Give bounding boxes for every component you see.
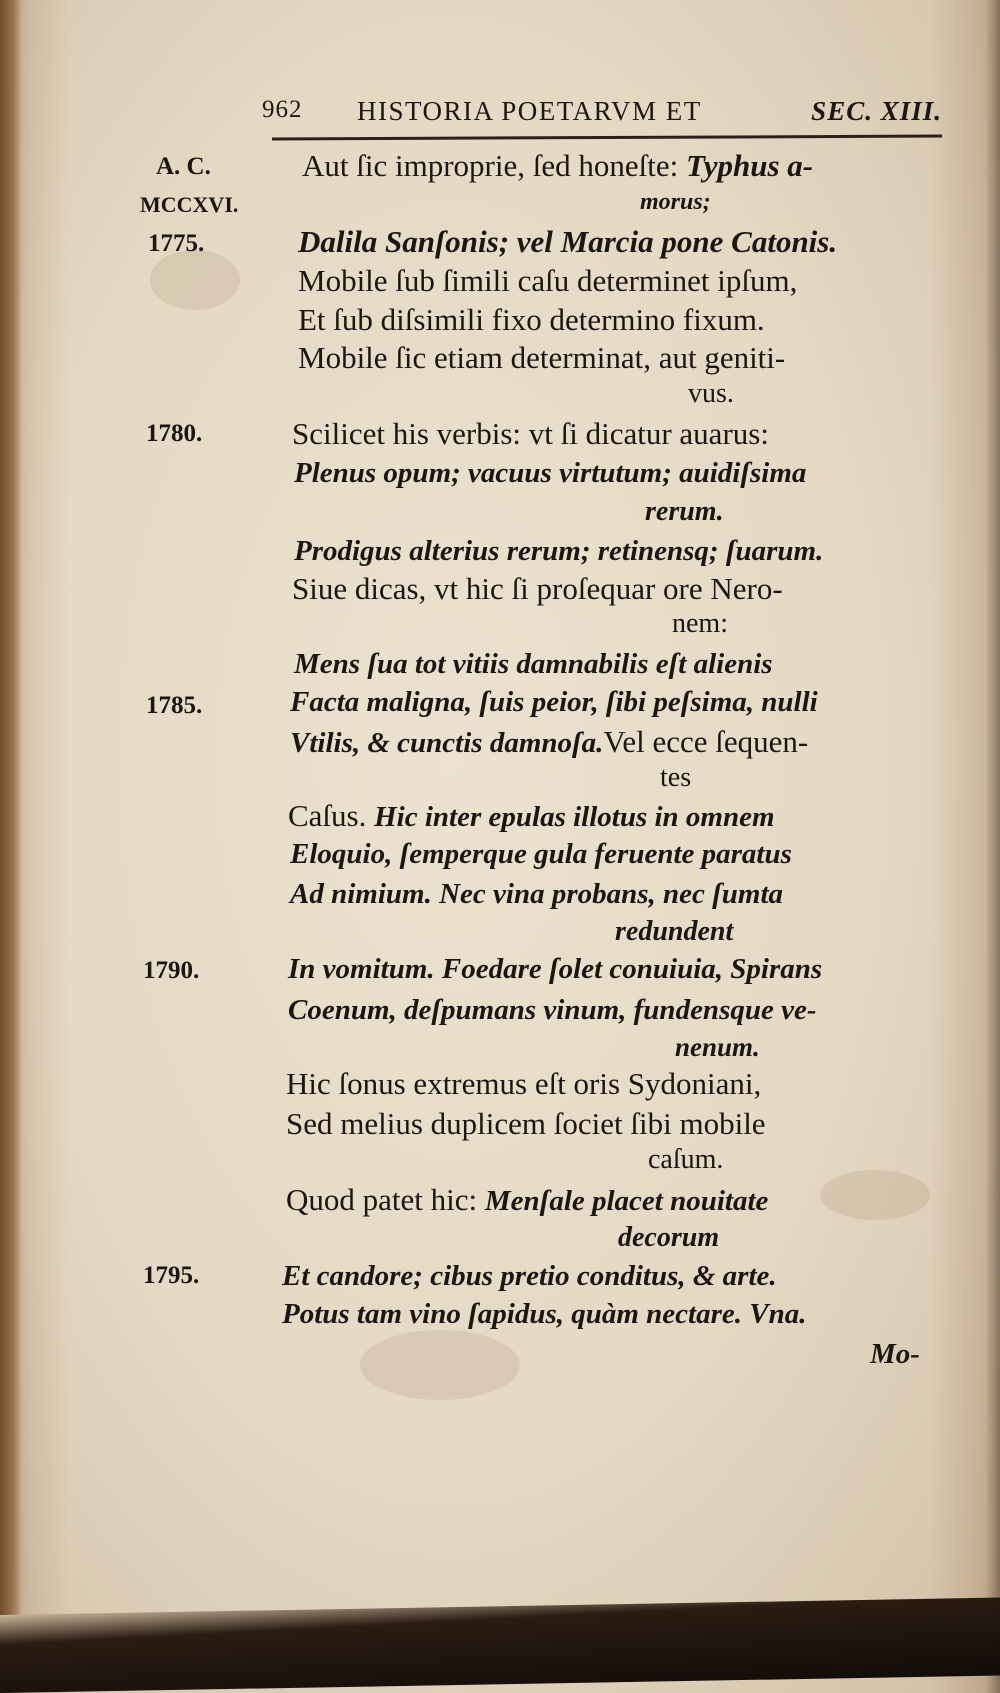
verse-line: nem: bbox=[672, 608, 728, 639]
paper-stain bbox=[820, 1170, 930, 1220]
verse-line: Potus tam vino ſapidus, quàm nectare. Vna. bbox=[282, 1298, 807, 1330]
verse-line: In vomitum. Foedare ſolet conuiuia, Spirans bbox=[288, 953, 823, 985]
page-number: 962 bbox=[262, 96, 303, 123]
verse-text: Caſus. bbox=[288, 798, 375, 833]
verse-line: nenum. bbox=[675, 1032, 760, 1062]
verse-line: Hic ſonus extremus eſt oris Sydoniani, bbox=[286, 1066, 762, 1101]
margin-anno-christi: A. C. bbox=[156, 153, 211, 180]
margin-line-1795: 1795. bbox=[143, 1262, 200, 1289]
verse-text-italic: Typhus a- bbox=[685, 148, 814, 183]
verse-text-italic: Menſale placet nouitate bbox=[484, 1185, 769, 1217]
paper-stain bbox=[360, 1330, 520, 1400]
verse-line: decorum bbox=[618, 1222, 720, 1253]
page-edge-shadow bbox=[0, 0, 22, 1693]
verse-line: morus; bbox=[640, 189, 711, 215]
verse-line: Scilicet his verbis: vt ſi dicatur auarus: bbox=[292, 416, 769, 451]
verse-line: Eloquio, ſemperque gula feruente paratus bbox=[290, 838, 792, 870]
verse-line: caſum. bbox=[648, 1144, 724, 1175]
header-section: SEC. XIII. bbox=[811, 96, 942, 126]
verse-line: Et candore; cibus pretio conditus, & arte. bbox=[282, 1260, 777, 1292]
verse-line: Et ſub diſsimili fixo determino fixum. bbox=[298, 302, 765, 337]
verse-line: Plenus opum; vacuus virtutum; auidiſsima bbox=[294, 457, 807, 489]
header-title: HISTORIA POETARVM ET bbox=[357, 96, 702, 126]
verse-line: Mens ſua tot vitiis damnabilis eſt alienis bbox=[294, 648, 773, 680]
verse-line: Prodigus alterius rerum; retinensq; ſuarum. bbox=[294, 535, 824, 567]
margin-line-1790: 1790. bbox=[143, 957, 200, 984]
verse-line: Ad nimium. Nec vina probans, nec ſumta bbox=[290, 878, 784, 910]
running-header bbox=[262, 90, 942, 130]
verse-text: Vel ecce ſequen- bbox=[603, 724, 809, 759]
margin-year: MCCXVI. bbox=[140, 192, 239, 217]
verse-line: Mobile ſub ſimili caſu determinet ipſum, bbox=[298, 263, 798, 298]
verse-line: Coenum, deſpumans vinum, fundensque ve- bbox=[288, 994, 817, 1026]
margin-line-1780: 1780. bbox=[146, 420, 203, 447]
verse-line bbox=[302, 150, 813, 181]
page-bottom-shadow bbox=[0, 1598, 1000, 1693]
margin-line-1775: 1775. bbox=[148, 230, 205, 257]
verse-line bbox=[288, 800, 775, 832]
verse-line: Mobile ſic etiam determinat, aut geniti- bbox=[298, 340, 786, 375]
verse-text: Aut ſic improprie, ſed honeſte: bbox=[302, 148, 686, 183]
verse-line: Siue dicas, vt hic ſi proſequar ore Nero- bbox=[292, 571, 783, 606]
margin-line-1785: 1785. bbox=[146, 692, 203, 719]
verse-line: tes bbox=[660, 762, 692, 793]
verse-line: rerum. bbox=[645, 496, 724, 527]
verse-line bbox=[290, 726, 808, 758]
verse-text: Quod patet hic: bbox=[286, 1182, 485, 1217]
catchword: Mo- bbox=[870, 1338, 920, 1370]
paper-stain bbox=[150, 250, 240, 310]
verse-line: Facta maligna, ſuis peior, ſibi peſsima, nulli bbox=[290, 686, 818, 718]
verse-line: Dalila Sanſonis; vel Marcia pone Catonis. bbox=[298, 224, 838, 259]
verse-line: Sed melius duplicem ſociet ſibi mobile bbox=[286, 1106, 766, 1141]
verse-line: redundent bbox=[615, 916, 734, 947]
verse-line bbox=[286, 1184, 768, 1216]
header-rule bbox=[272, 135, 942, 141]
verse-text-italic: Vtilis, & cunctis damnoſa. bbox=[290, 727, 604, 759]
verse-text-italic: Hic inter epulas illotus in omnem bbox=[374, 801, 775, 833]
verse-line: vus. bbox=[688, 378, 734, 409]
